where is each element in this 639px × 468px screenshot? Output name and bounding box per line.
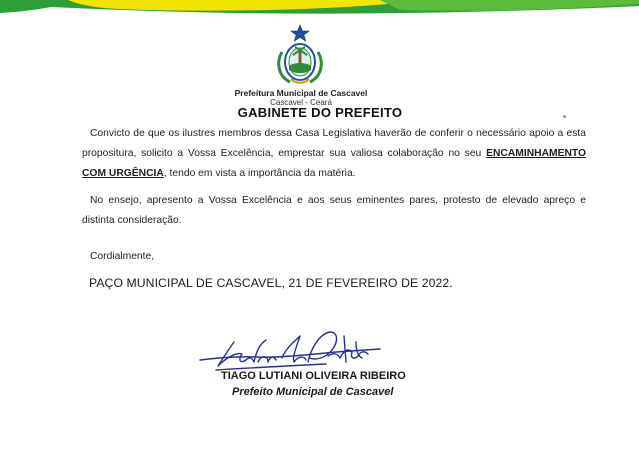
decorative-dot bbox=[563, 115, 566, 118]
paragraph-request-end: , tendo em vista a importância da matéria. bbox=[163, 168, 356, 179]
dateline: PAÇO MUNICIPAL DE CASCAVEL, 21 DE FEVEREIRO DE 2022. bbox=[89, 276, 453, 290]
organization-name: Prefeitura Municipal de Cascavel bbox=[234, 88, 368, 98]
signer-name: TIAGO LUTIANI OLIVEIRA RIBEIRO bbox=[221, 370, 406, 382]
paragraph-regards: No ensejo, apresento a Vossa Excelência e aos seus eminentes pares, protesto de elevado apreço e distinta consideração. bbox=[82, 195, 586, 226]
page-title: GABINETE DO PREFEITO bbox=[237, 105, 403, 120]
urgency-emphasis: ENCAMINHAMENTO COM URGÊNCIA bbox=[82, 148, 586, 179]
organization-city: Cascavel - Ceará bbox=[270, 98, 332, 107]
signer-title: Prefeito Municipal de Cascavel bbox=[232, 386, 394, 398]
coat-of-arms-icon bbox=[272, 24, 328, 88]
closing-text: Cordialmente, bbox=[90, 251, 155, 262]
paragraph-request bbox=[82, 124, 586, 184]
paragraph-request-start: Convicto de que os ilustres membros dessa Casa Legislativa haverão de conferir o necessário apoio a esta propositura, solicito a Vossa Excelência, emprestar sua valiosa colaboração no seu bbox=[82, 128, 586, 159]
